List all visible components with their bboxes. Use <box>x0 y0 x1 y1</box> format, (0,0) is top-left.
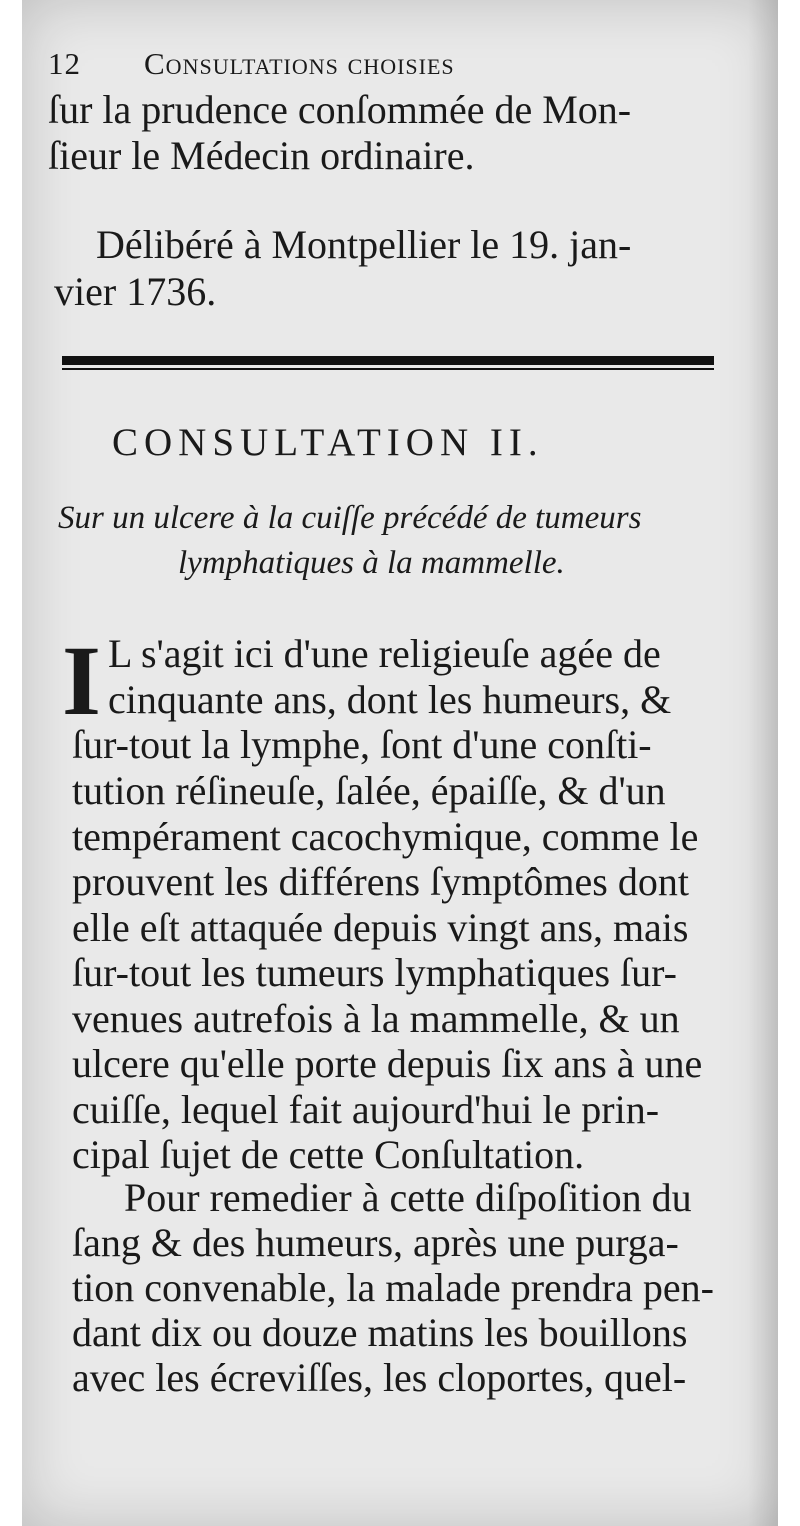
paragraph-line: avec les écreviſſes, les cloportes, quel- <box>72 1355 687 1400</box>
paragraph-line: ulcere qu'elle porte depuis ſix ans à une <box>72 1041 703 1086</box>
paragraph-line: tution réſineuſe, ſalée, épaiſſe, & d'un <box>72 768 666 813</box>
consultation-title: CONSULTATION II. <box>112 421 544 464</box>
page-number: 12 <box>48 46 81 81</box>
paragraph-line: tion convenable, la malade prendra pen- <box>72 1265 714 1310</box>
date-line: Délibéré à Montpellier le 19. jan- <box>96 222 632 267</box>
text-line: ſieur le Médecin ordinaire. <box>48 133 475 178</box>
page-edge-shadow <box>748 0 778 1526</box>
paragraph-line: Pour remedier à cette diſpoſition du <box>124 1175 692 1220</box>
text-line: ſur la prudence conſommée de Mon- <box>48 87 632 132</box>
paragraph-line: ſur-tout les tumeurs lymphatiques ſur- <box>72 950 677 995</box>
running-header <box>48 42 618 86</box>
paragraph-line: prouvent les différens ſymptômes dont <box>72 859 689 904</box>
paragraph-line: dant dix ou douze matins les bouillons <box>72 1310 688 1355</box>
date-line: vier 1736. <box>54 269 217 314</box>
section-divider <box>62 356 714 370</box>
paragraph-line: cuiſſe, lequel fait aujourd'hui le prin- <box>72 1087 660 1132</box>
paragraph-line: ſang & des humeurs, après une purga- <box>72 1220 679 1265</box>
drop-cap: I <box>62 625 101 736</box>
paragraph-line: tempérament cacochymique, comme le <box>72 814 699 859</box>
consultation-subtitle-line: lymphatiques à la mammelle. <box>178 545 565 581</box>
paragraph-line: ſur-tout la lymphe, ſont d'une conſti- <box>72 722 652 767</box>
book-page <box>22 0 778 1526</box>
paragraph-line: cipal ſujet de cette Conſultation. <box>72 1132 585 1177</box>
running-title: Consultations choisies <box>144 46 455 81</box>
paragraph-line: cinquante ans, dont les humeurs, & <box>108 677 672 722</box>
paragraph-line: L s'agit ici d'une religieuſe agée de <box>108 631 661 676</box>
consultation-subtitle-line: Sur un ulcere à la cuiſſe précédé de tumeurs <box>58 500 642 536</box>
paragraph-line: venues autrefois à la mammelle, & un <box>72 996 680 1041</box>
paragraph-line: elle eſt attaquée depuis vingt ans, mais <box>72 905 689 950</box>
